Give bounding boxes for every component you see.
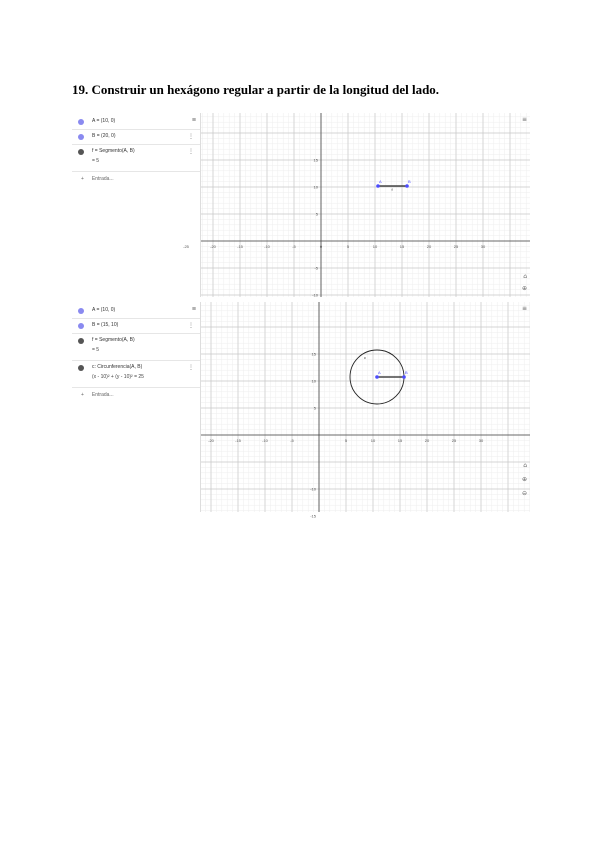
point-a-label: A [378, 370, 381, 375]
x-tick-label: 10 [370, 438, 376, 443]
y-tick-label: 5 [315, 211, 318, 217]
point-b-label: B [405, 370, 408, 375]
y-tick-label: -10 [310, 486, 316, 492]
point-a [376, 184, 380, 188]
x-tick-label: 15 [399, 244, 405, 249]
menu-icon[interactable]: ≡ [521, 305, 527, 312]
x-tick-label: 20 [426, 244, 432, 249]
x-tick-label: 20 [424, 438, 430, 443]
algebra-item-value: (x - 10)² + (y - 10)² = 25 [92, 374, 144, 380]
algebra-view [72, 113, 200, 297]
algebra-item[interactable] [72, 145, 200, 172]
algebra-item-text: A = (10, 0) [92, 307, 116, 313]
home-icon[interactable]: ⌂ [523, 462, 527, 469]
point-visibility-icon[interactable] [78, 134, 84, 140]
algebra-input[interactable] [72, 388, 200, 402]
algebra-item-text [92, 145, 135, 165]
menu-icon[interactable]: ≡ [521, 116, 527, 123]
x-tick-label: -10 [264, 244, 270, 249]
circle-visibility-icon[interactable] [78, 365, 84, 371]
y-tick-label: 5 [313, 405, 316, 411]
kebab-icon[interactable]: ⋮ [188, 149, 194, 155]
graphics-view[interactable] [183, 113, 529, 298]
segment-visibility-icon[interactable] [78, 338, 84, 344]
plus-icon: + [81, 176, 84, 182]
x-tick-label: -10 [262, 438, 268, 443]
algebra-view [72, 302, 200, 512]
x-tick-label: 10 [372, 244, 378, 249]
y-tick-label: 10 [311, 378, 316, 384]
algebra-item-text [92, 334, 135, 354]
x-tick-label: -25 [183, 244, 189, 249]
point-b-label: B [408, 179, 411, 184]
y-tick-label: 15 [313, 157, 318, 163]
home-icon[interactable]: ⌂ [523, 273, 527, 280]
menu-icon[interactable]: ≡ [191, 117, 196, 124]
x-tick-label: 0 [319, 244, 323, 249]
input-placeholder: Entrada... [91, 392, 114, 398]
algebra-item-text [92, 361, 144, 381]
algebra-item[interactable] [72, 334, 200, 361]
algebra-item-definition: f = Segmento(A, B) [92, 148, 135, 154]
y-tick-label: 15 [311, 351, 316, 357]
geogebra-screenshot-2 [72, 302, 529, 519]
algebra-item-text: B = (20, 0) [92, 133, 116, 139]
kebab-icon[interactable]: ⋮ [188, 365, 194, 371]
menu-icon[interactable]: ≡ [191, 306, 196, 313]
x-tick-label: 15 [397, 438, 403, 443]
zoom-in-icon[interactable]: ⊕ [521, 476, 527, 483]
geogebra-screenshot-1 [72, 113, 529, 297]
algebra-item-definition: f = Segmento(A, B) [92, 337, 135, 343]
input-placeholder: Entrada... [91, 176, 114, 182]
x-tick-label: 25 [453, 244, 459, 249]
algebra-item-text: A = (10, 0) [92, 118, 116, 124]
algebra-item[interactable] [72, 319, 200, 334]
algebra-item-value: = 5 [92, 347, 100, 353]
circle-c-label: c [364, 355, 366, 360]
y-tick-label: -5 [314, 265, 318, 271]
zoom-out-icon[interactable]: ⊖ [521, 490, 527, 497]
point-a [375, 375, 379, 379]
kebab-icon[interactable]: ⋮ [188, 134, 194, 140]
y-tick-label: -15 [310, 513, 316, 519]
x-tick-label: 5 [346, 244, 350, 249]
algebra-item-text: B = (15, 10) [92, 322, 119, 328]
exercise-heading: 19. Construir un hexágono regular a partir de la longitud del lado. [72, 82, 440, 97]
y-tick-label: -10 [312, 292, 318, 298]
point-visibility-icon[interactable] [78, 308, 84, 314]
y-tick-label: 10 [313, 184, 318, 190]
x-tick-label: -5 [292, 244, 296, 249]
x-tick-label: -20 [210, 244, 216, 249]
zoom-in-icon[interactable]: ⊕ [521, 285, 527, 292]
kebab-icon[interactable]: ⋮ [188, 323, 194, 329]
graphics-canvas[interactable] [201, 302, 530, 519]
segment-f-label: f [391, 187, 393, 192]
algebra-item[interactable] [72, 361, 200, 388]
algebra-input[interactable] [72, 172, 200, 186]
algebra-item[interactable] [72, 130, 200, 145]
x-tick-label: -15 [237, 244, 243, 249]
point-visibility-icon[interactable] [78, 323, 84, 329]
plus-icon: + [81, 392, 84, 398]
graphics-canvas[interactable] [183, 113, 530, 298]
algebra-item[interactable] [72, 115, 200, 130]
x-tick-label: 30 [480, 244, 486, 249]
x-tick-label: 5 [344, 438, 348, 443]
algebra-item-definition: c: Circunferencia(A, B) [92, 364, 143, 370]
point-visibility-icon[interactable] [78, 119, 84, 125]
x-tick-label: 25 [451, 438, 457, 443]
point-b [402, 375, 406, 379]
x-tick-label: -15 [235, 438, 241, 443]
point-a-label: A [379, 179, 382, 184]
point-b [405, 184, 409, 188]
x-tick-label: 30 [478, 438, 484, 443]
algebra-item[interactable] [72, 304, 200, 319]
segment-visibility-icon[interactable] [78, 149, 84, 155]
algebra-item-value: = 5 [92, 158, 100, 164]
x-tick-label: -5 [290, 438, 294, 443]
x-tick-label: -20 [208, 438, 214, 443]
graphics-view[interactable] [200, 302, 529, 519]
